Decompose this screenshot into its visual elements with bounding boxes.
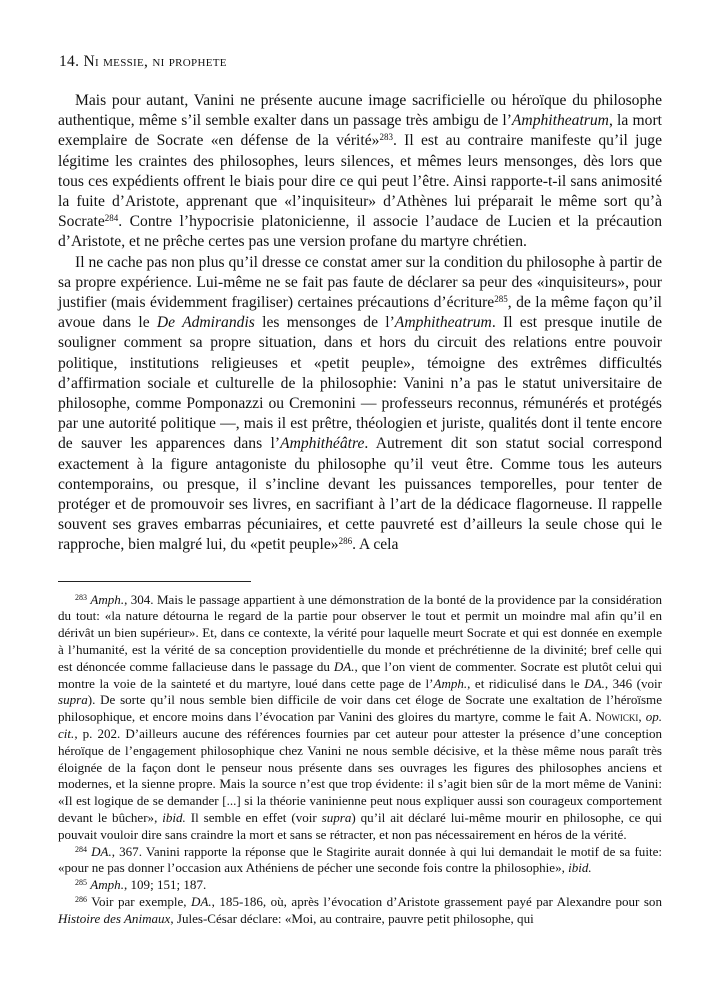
text-run: , la mort exemplaire de Socrate «en défense de la vérité»	[58, 112, 662, 150]
text-run: Voir par exemple,	[87, 894, 192, 910]
footnote-marker: 284	[75, 844, 87, 854]
italic-text: Amphithéâtre	[280, 435, 365, 453]
text-run: , de la même façon qu’il avoue dans le	[58, 294, 662, 332]
text-run: . Contre l’hypocrisie platonicienne, il associe l’audace de Lucien et la précaution d’Aristote, et ne prêche certes pas une version profane du martyre chrétien.	[58, 213, 662, 251]
text-run: , 346 (voir	[604, 675, 663, 691]
text-run: ,	[638, 709, 646, 725]
footnote	[58, 894, 662, 928]
footnote-marker: 283	[379, 132, 393, 143]
text-run: , 304. Mais le passage appartient à une démonstration de la bonté de la providence par la considération du tout: «la nature détourna le regard de la partie pour observer le tout et permit un moindre mal afin qu’il en dérivât un bien supérieur». Et, dans ce contexte, la vérité pour laquelle meurt Socrate et qui est donnée en exemple à l’humanité, est la vérité de sa conception providentielle du monde et préchrétienne de la divinité; bref celle qui est dénoncée comme fallacieuse dans le passage du	[58, 591, 663, 674]
text-run: ) qu’il ait déclaré lui-même mourir en philosophe, ce qui pouvait vouloir dire sans craindre la mort et sans se rétracter, et non pas nécessairement en héros de la vérité.	[58, 810, 662, 842]
section-number: 14.	[59, 53, 80, 70]
text-run: . Autrement dit son statut social correspond exactement à la figure antagoniste du philosophe qu’il veut être. Comme tous les auteurs contemporains, ou presque, il s’incline devant les puissances temporelles, pour tenter de protéger et de promouvoir ses livres, en sacrifiant à l’art de la dédicace flagorneuse. Il rappelle souvent ses graves embarras pécuniaires, et cette pauvreté est d’ailleurs la seule chose qui le rapproche, bien malgré lui, du «petit peuple»	[58, 435, 662, 554]
italic-text: Amphitheatrum	[511, 112, 609, 130]
italic-text: Histoire des Animaux	[58, 910, 171, 926]
text-run: les mensonges de l’	[254, 314, 395, 332]
text-run: ). De sorte qu’il nous semble bien difficile de voir dans cet éloge de Socrate une exaltation de l’héroïsme philosophique, et encore moins dans l’évocation par Vanini des gloires du martyre, comme le fait A.	[58, 692, 662, 725]
text-run: . A cela	[352, 536, 399, 554]
paragraph	[58, 91, 662, 253]
footnote-rule	[58, 581, 251, 582]
text-run: Mais pour autant, Vanini ne présente aucune image sacrificielle ou héroïque du philosophe authentique, même s’il semble exalter dans un passage très ambigu de l’	[58, 92, 662, 130]
paragraph	[58, 253, 662, 556]
footnote-marker: 283	[75, 592, 87, 602]
text-run: , 109; 151; 187.	[123, 877, 207, 893]
italic-text: ibid.	[162, 810, 186, 826]
italic-text: De Admirandis	[156, 314, 255, 332]
footnote	[58, 592, 662, 844]
text-run: Il semble en effet (voir	[185, 810, 322, 826]
italic-text: DA.	[191, 894, 212, 910]
text-run: Il ne cache pas non plus qu’il dresse ce constat amer sur la condition du philosophe à partir de sa propre expérience. Lui-même ne se fait pas faute de déclarer sa peur des «inquisiteurs», pour justifier (mais évidemment fragiliser) certaines précautions d’écriture	[58, 253, 662, 312]
text-run: , que l’on vient de commenter. Socrate est plutôt celui qui montre la voie de la sainteté et du martyre, loué dans cette page de l’	[58, 658, 662, 691]
text-run: , et ridiculisé dans le	[467, 675, 585, 691]
text-run: , 367. Vanini rapporte la réponse que le Stagirite aurait donnée à qui lui demandait le motif de sa fuite: «pour ne pas donner l’occasion aux Athéniens de pécher une seconde fois contre la philosophie»,	[58, 843, 662, 876]
italic-text: op. cit.	[58, 709, 662, 742]
italic-text: Amph.	[90, 591, 125, 607]
italic-text: Amph.	[90, 877, 124, 893]
section-heading	[59, 52, 662, 72]
footnote-marker: 285	[494, 294, 508, 305]
footnotes	[58, 592, 662, 928]
italic-text: supra	[321, 810, 352, 826]
text-run: . Il est presque inutile de souligner comment sa propre situation, dans et hors du circuit des relations entre pouvoir politique, institutions religieuses et «petit peuple», témoigne des extrêmes difficultés d’affirmation sociale et culturelle de la philosophie: Vanini n’a pas le statut universitaire de philosophe, comme Pomponazzi ou Cremonini — professeurs reconnus, rémunérés et protégés par une autorité politique —, mais il est prêtre, théologien et juriste, qualités dont il tente encore de sauver les apparences dans l’	[58, 314, 662, 453]
page	[58, 52, 662, 928]
footnote-marker: 286	[338, 536, 353, 547]
text-run: , p. 202. D’ailleurs aucune des références fournies par cet auteur pour attester la présence d’une conception héroïque de l’engagement philosophique chez Vanini ne nous semble décisive, et la thèse même nous paraît très éloignée de la façon dont le penseur nous présente dans ses ouvrages les figures des philosophes anciens et modernes, et la sienne propre. Mais la source n’est que trop évidente: il s’agit bien sûr de la mort même de Vanini: «Il est logique de se demander [...] si la théorie vaninienne peut nous expliquer aussi son courageux comportement devant le bûcher»,	[58, 726, 662, 826]
italic-text: DA.	[333, 658, 355, 674]
body-text	[58, 91, 662, 556]
italic-text: DA.	[91, 843, 112, 859]
section-title: Ni messie, ni prophete	[83, 53, 227, 70]
footnote-marker: 285	[75, 878, 87, 888]
italic-text: Amph.	[433, 675, 468, 691]
footnote-marker: 284	[104, 213, 119, 224]
author-name: Nowicki	[595, 709, 639, 725]
footnote	[58, 844, 662, 878]
italic-text: supra	[58, 692, 88, 708]
footnote	[58, 877, 662, 894]
italic-text: ibid.	[568, 860, 592, 876]
footnote-marker: 286	[75, 895, 87, 905]
text-run: , 185-186, où, après l’évocation d’Aristote grassement payé par Alexandre pour son	[211, 894, 662, 910]
text-run: . Il est au contraire manifeste qu’il juge légitime les craintes des philosophes, leurs silences, et mêmes leurs mensonges, dès lors que tous ces expédients offrent le biais pour dire ce qui peut l’être. Ainsi rapporte-t-il sans animosité la fuite d’Aristote, apprenant que «l’inquisiteur» d’Athènes lui préparait le même sort qu’à Socrate	[58, 132, 663, 231]
text-run: , Jules-César déclare: «Moi, au contraire, pauvre petit philosophe, qui	[170, 910, 534, 926]
italic-text: DA.	[584, 675, 605, 691]
italic-text: Amphitheatrum	[394, 314, 492, 332]
